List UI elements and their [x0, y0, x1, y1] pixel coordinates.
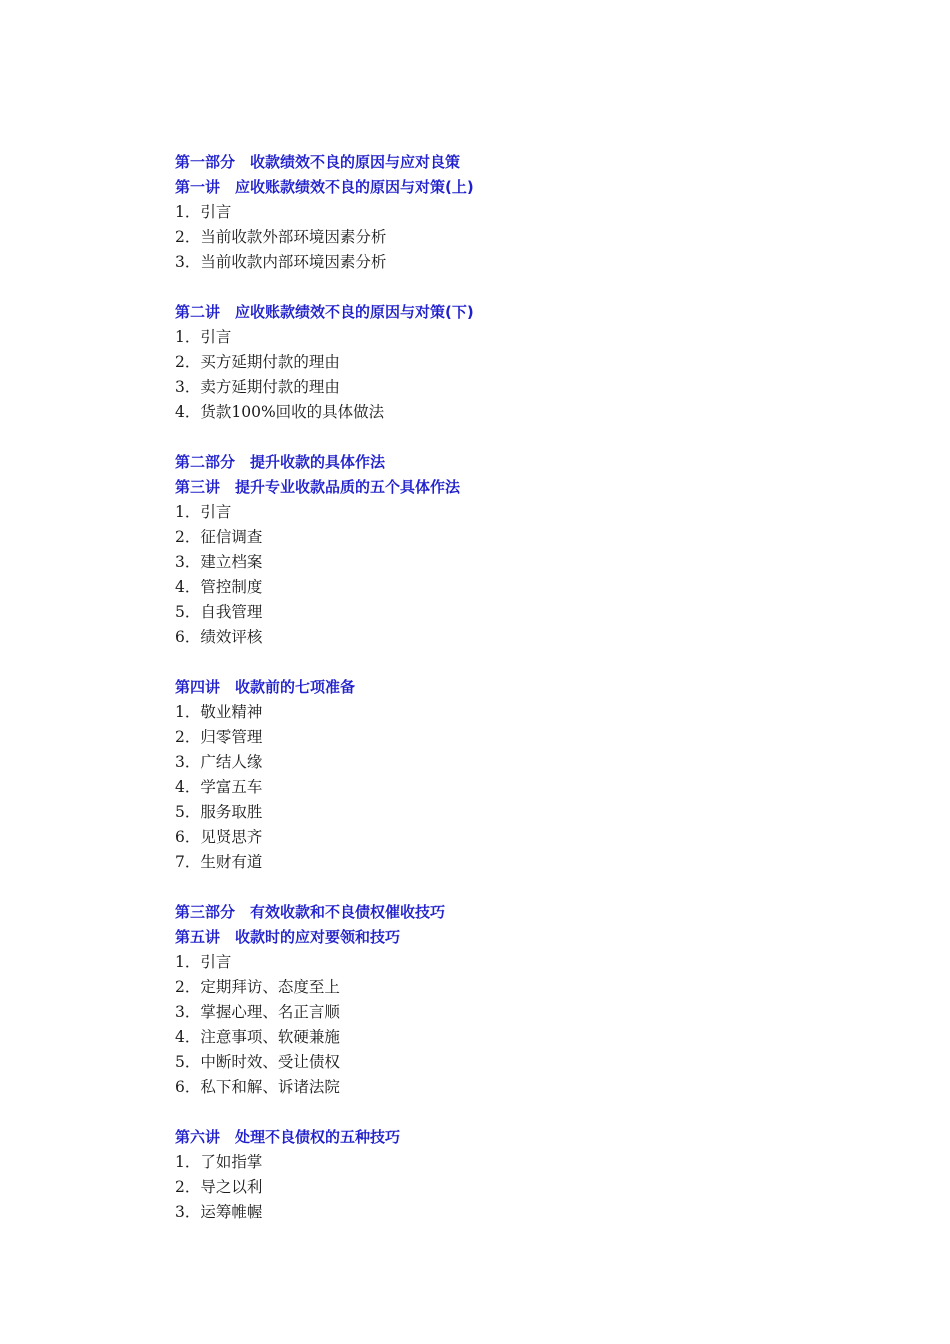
section-heading: 第三部分 有效收款和不良债权催收技巧 [175, 903, 446, 921]
list-item: 1．引言 [175, 203, 232, 221]
list-item: 6．见贤思齐 [175, 828, 263, 846]
list-item: 6．绩效评核 [175, 628, 263, 646]
list-item: 2．导之以利 [175, 1178, 263, 1196]
list-item: 5．服务取胜 [175, 803, 263, 821]
list-item: 4．注意事项、软硬兼施 [175, 1028, 340, 1046]
section-heading: 第一部分 收款绩效不良的原因与应对良策 [175, 153, 461, 171]
section-spacer [175, 425, 875, 450]
list-item: 5．中断时效、受让债权 [175, 1053, 340, 1071]
list-item: 1．引言 [175, 328, 232, 346]
list-item: 2．当前收款外部环境因素分析 [175, 228, 387, 246]
section-spacer [175, 1100, 875, 1125]
list-item: 4．学富五车 [175, 778, 263, 796]
section-heading: 第六讲 处理不良债权的五种技巧 [175, 1128, 401, 1146]
section-heading: 第五讲 收款时的应对要领和技巧 [175, 928, 401, 946]
list-item: 2．归零管理 [175, 728, 263, 746]
section-heading: 第二部分 提升收款的具体作法 [175, 453, 386, 471]
list-item: 3．运筹帷幄 [175, 1203, 263, 1221]
list-item: 7．生财有道 [175, 853, 263, 871]
list-item: 3．建立档案 [175, 553, 263, 571]
section-spacer [175, 875, 875, 900]
section-heading: 第一讲 应收账款绩效不良的原因与对策(上) [175, 178, 474, 196]
list-item: 1．敬业精神 [175, 703, 263, 721]
section-heading: 第四讲 收款前的七项准备 [175, 678, 356, 696]
list-item: 1．了如指掌 [175, 1153, 263, 1171]
list-item: 1．引言 [175, 953, 232, 971]
section-spacer [175, 650, 875, 675]
section-heading: 第二讲 应收账款绩效不良的原因与对策(下) [175, 303, 474, 321]
list-item: 5．自我管理 [175, 603, 263, 621]
list-item: 3．掌握心理、名正言顺 [175, 1003, 340, 1021]
list-item: 4．货款100%回收的具体做法 [175, 403, 385, 421]
list-item: 2．征信调查 [175, 528, 263, 546]
list-item: 3．卖方延期付款的理由 [175, 378, 340, 396]
list-item: 2．买方延期付款的理由 [175, 353, 340, 371]
list-item: 2．定期拜访、态度至上 [175, 978, 340, 996]
document-body [175, 150, 875, 1225]
list-item: 6．私下和解、诉诸法院 [175, 1078, 340, 1096]
section-heading: 第三讲 提升专业收款品质的五个具体作法 [175, 478, 461, 496]
list-item: 3．当前收款内部环境因素分析 [175, 253, 387, 271]
list-item: 1．引言 [175, 503, 232, 521]
list-item: 3．广结人缘 [175, 753, 263, 771]
list-item: 4．管控制度 [175, 578, 263, 596]
section-spacer [175, 275, 875, 300]
